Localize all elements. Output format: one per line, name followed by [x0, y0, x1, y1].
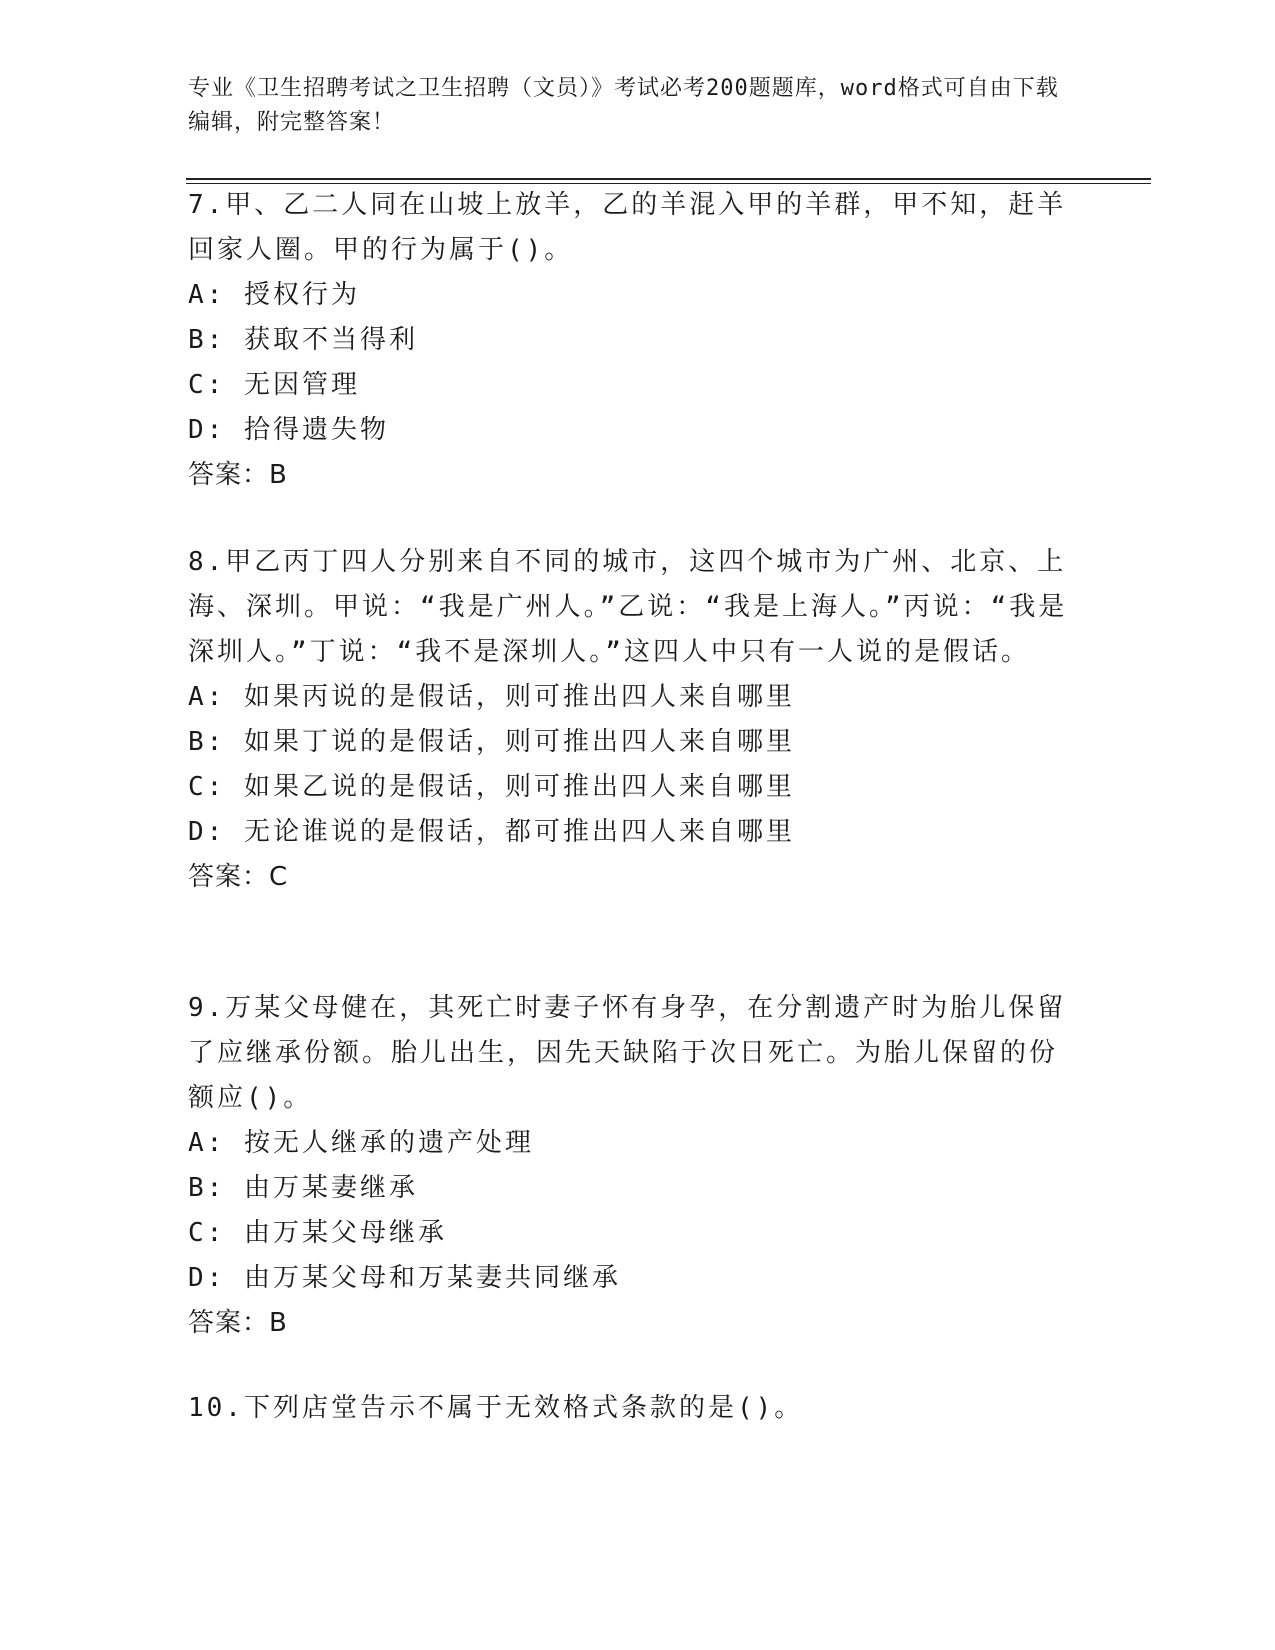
option-b: B: 如果丁说的是假话，则可推出四人来自哪里	[188, 727, 795, 757]
answer: 答案：B	[188, 1308, 288, 1338]
question-9	[188, 986, 1068, 1346]
question-stem: 8.甲乙丙丁四人分别来自不同的城市，这四个城市为广州、北京、上海、深圳。甲说：“我是广州人。”乙说：“我是上海人。”丙说：“我是深圳人。”丁说：“我不是深圳人。”这四人中只有一人说的是假话。	[188, 547, 1068, 667]
option-d: D: 无论谁说的是假话，都可推出四人来自哪里	[188, 817, 795, 847]
option-b: B: 获取不当得利	[188, 325, 418, 355]
question-stem: 7.甲、乙二人同在山坡上放羊，乙的羊混入甲的羊群，甲不知，赶羊回家人圈。甲的行为属于()。	[188, 190, 1067, 265]
option-a: A: 授权行为	[188, 280, 360, 310]
option-c: C: 无因管理	[188, 370, 360, 400]
option-b: B: 由万某妻继承	[188, 1173, 418, 1203]
question-stem: 10.下列店堂告示不属于无效格式条款的是()。	[188, 1393, 804, 1423]
question-7	[188, 183, 1068, 498]
option-a: A: 按无人继承的遗产处理	[188, 1128, 534, 1158]
option-d: D: 由万某父母和万某妻共同继承	[188, 1263, 621, 1293]
document-header: 专业《卫生招聘考试之卫生招聘（文员）》考试必考200题题库，word格式可自由下载编辑，附完整答案！	[188, 76, 1059, 135]
header-divider-thick	[186, 178, 1151, 180]
option-d: D: 拾得遗失物	[188, 415, 389, 445]
answer: 答案：B	[188, 460, 288, 490]
option-c: C: 由万某父母继承	[188, 1218, 447, 1248]
question-stem: 9.万某父母健在，其死亡时妻子怀有身孕，在分割遗产时为胎儿保留了应继承份额。胎儿出生，因先天缺陷于次日死亡。为胎儿保留的份额应()。	[188, 993, 1067, 1113]
option-c: C: 如果乙说的是假话，则可推出四人来自哪里	[188, 772, 795, 802]
option-a: A: 如果丙说的是假话，则可推出四人来自哪里	[188, 682, 795, 712]
answer: 答案：C	[188, 862, 289, 892]
question-8	[188, 540, 1068, 900]
question-10	[188, 1386, 1068, 1431]
